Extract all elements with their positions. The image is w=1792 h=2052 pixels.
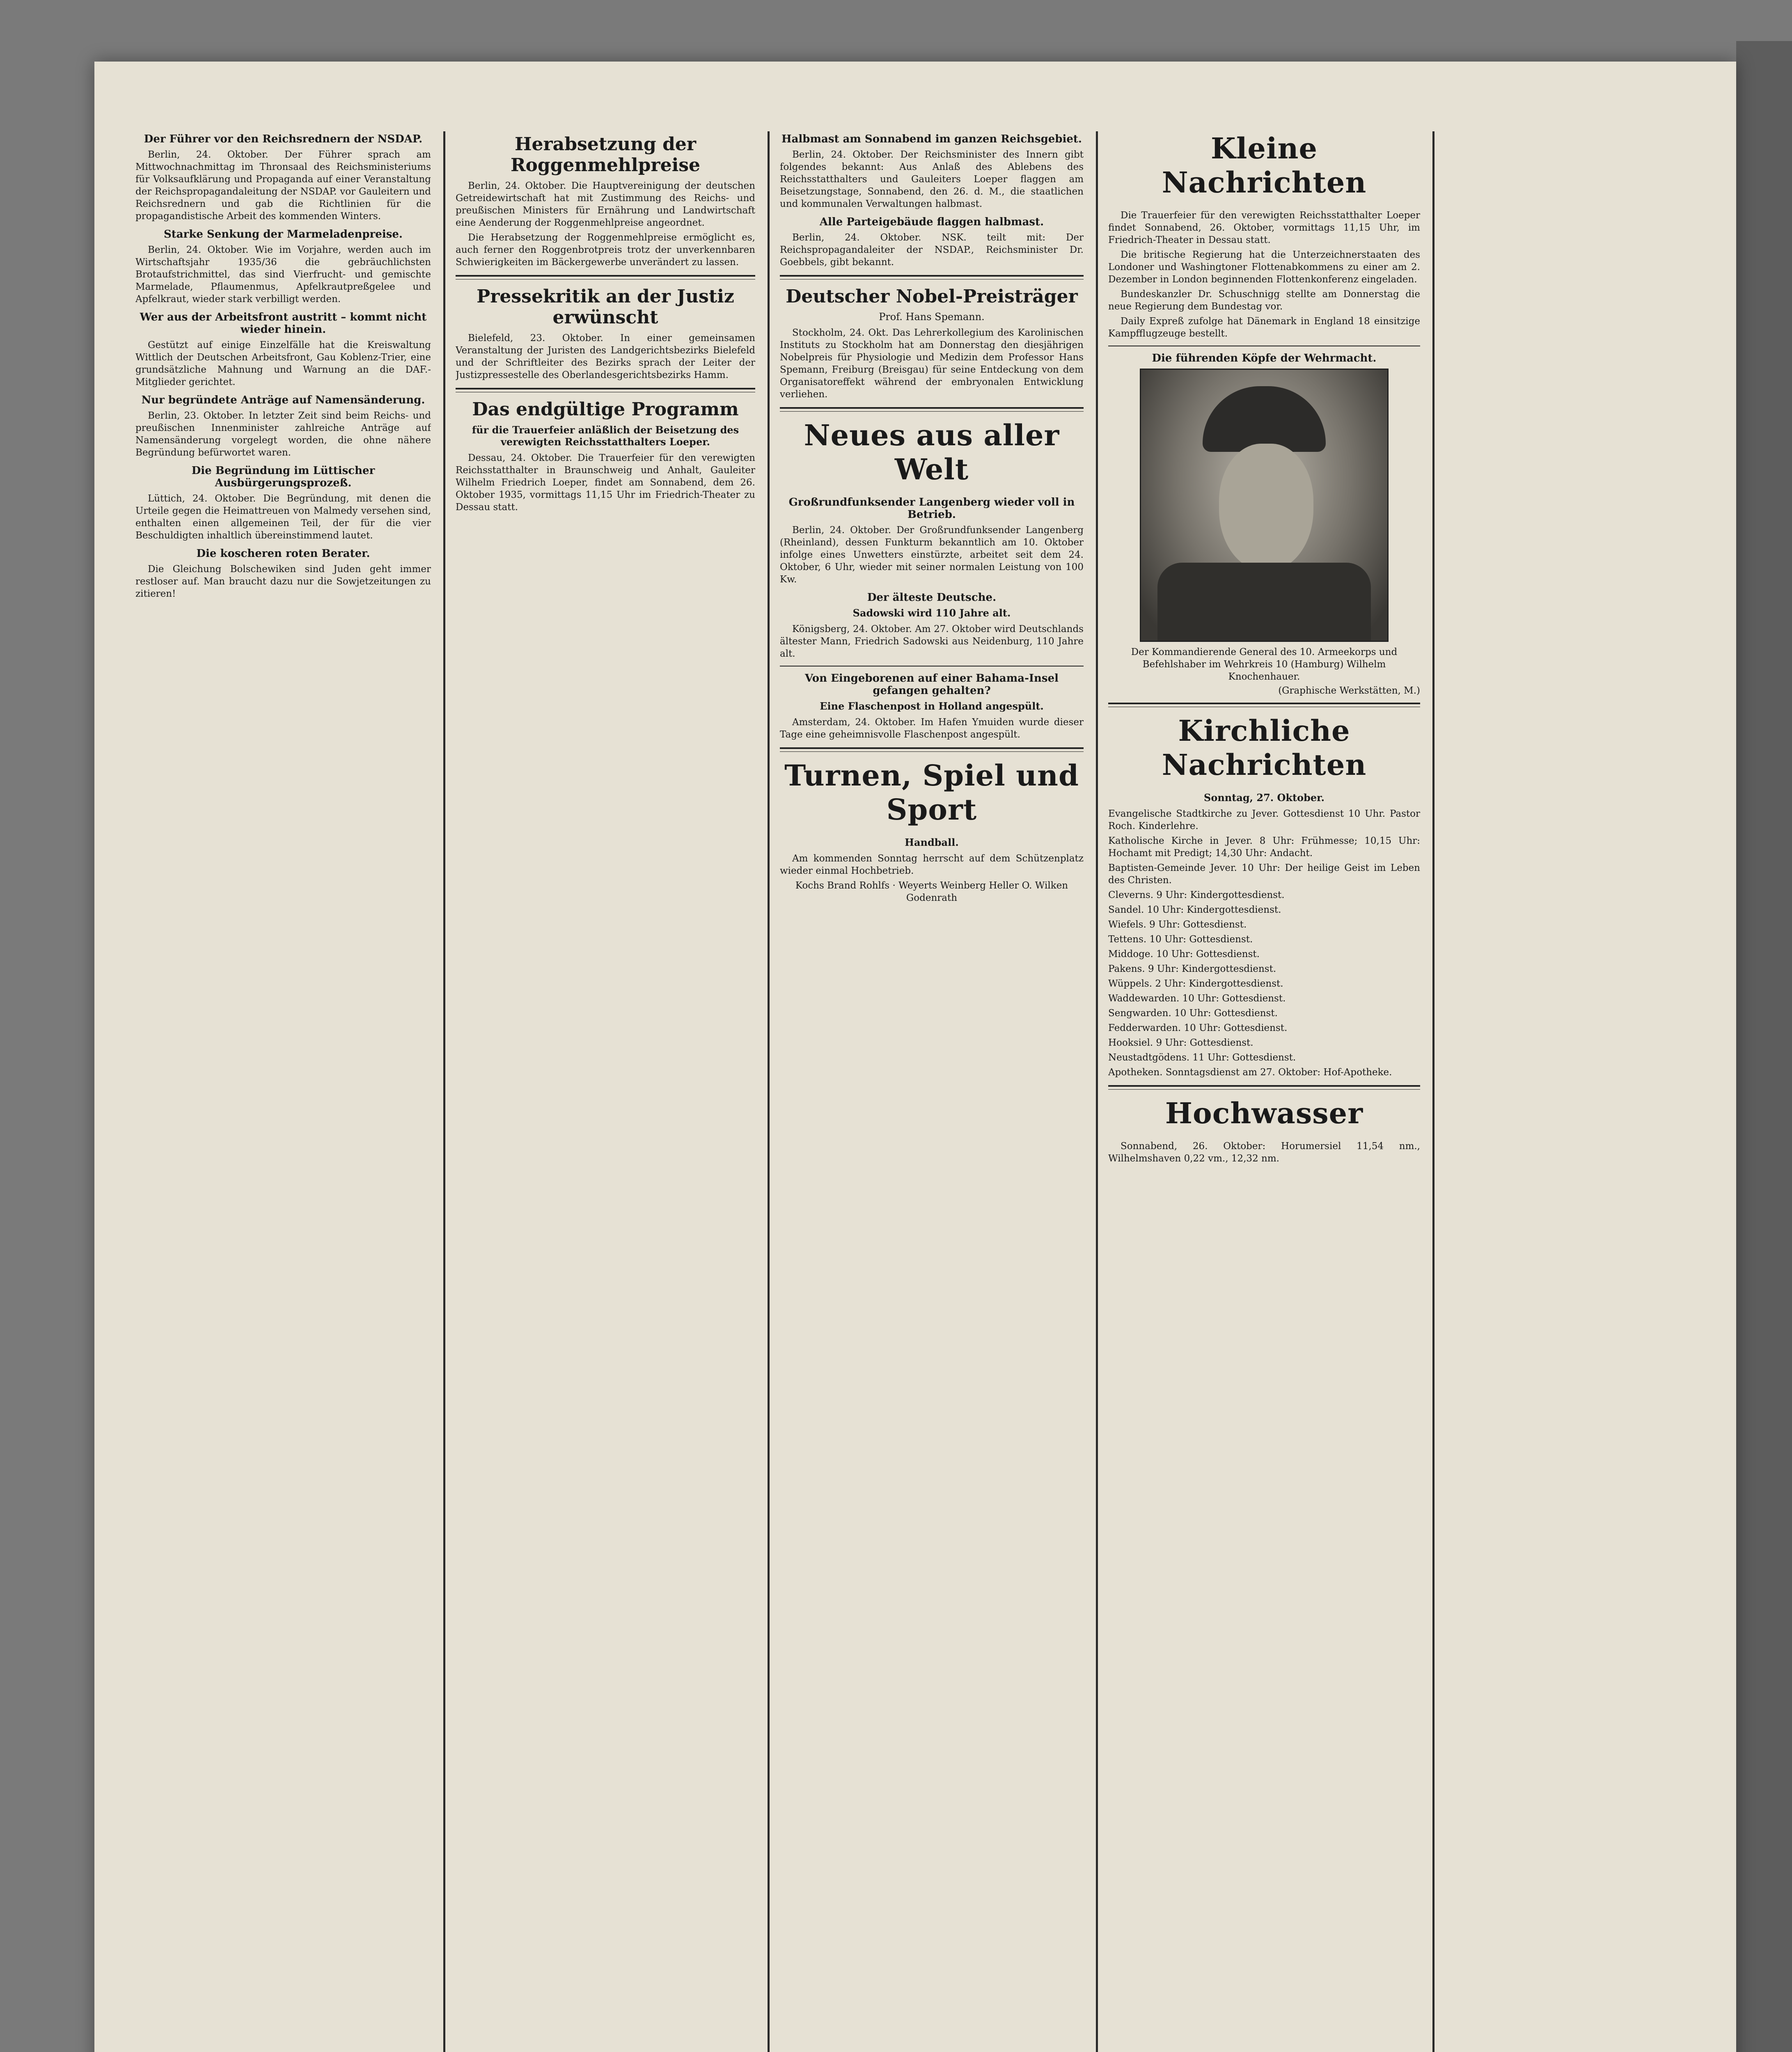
list-item: Sengwarden. 10 Uhr: Gottesdienst. [1108,1008,1278,1019]
team-lineup: Kochs Brand Rohlfs · Weyerts Weinberg Heller O. Wilken Godenrath [795,880,1068,903]
headline: Halbmast am Sonnabend im ganzen Reichsgebiet. [781,133,1082,145]
article-text: Berlin, 24. Oktober. Der Reichsminister des Innern gibt folgendes bekannt: Aus Anlaß des Ablebens des Reichsstatthalters und Gauleiters Loeper flaggen am Beisetzungstage, Sonnabend, den 26. d. M., die staatlichen und kommunalen Verwaltungen halbmast. [780,149,1084,209]
column-rule [443,131,445,2052]
article-text: Die Gleichung Bolschewiken sind Juden geht immer restloser auf. Man braucht dazu nur die Sowjetzeitungen zu zitieren! [135,564,431,599]
list-item: Cleverns. 9 Uhr: Kindergottesdienst. [1108,890,1285,900]
subheadline: Sadowski wird 110 Jahre alt. [852,607,1011,619]
list-item: Katholische Kirche in Jever. 8 Uhr: Frühmesse; 10,15 Uhr: Hochamt mit Predigt; 14,30 Uhr: Andacht. [1108,836,1420,859]
article-text: Daily Expreß zufolge hat Dänemark in England 18 einsitzige Kampfflugzeuge bestellt. [1108,316,1420,339]
article-text: Berlin, 23. Oktober. In letzter Zeit sind beim Reichs- und preußischen Innenminister zahlreiche Anträge auf Namensänderung vorgelegt worden, die ohne nähere Begründung befürwortet waren. [135,410,431,458]
list-item: Fedderwarden. 10 Uhr: Gottesdienst. [1108,1023,1288,1033]
headline: Die Begründung im Lüttischer Ausbürgerungsprozeß. [191,465,375,489]
article-text: Berlin, 24. Oktober. Der Großrundfunksender Langenberg (Rheinland), dessen Funkturm bekanntlich am 10. Oktober infolge eines Unwetters einstürzte, arbeitet seit dem 24. Oktober, 6 Uhr, wieder mit seiner normalen Leistung von 100 Kw. [780,525,1084,585]
article-text: Berlin, 24. Oktober. NSK. teilt mit: Der Reichspropagandaleiter der NSDAP., Reichsminister Dr. Goebbels, gibt bekannt. [780,232,1084,268]
article-text: Die Herabsetzung der Roggenmehlpreise ermöglicht es, auch ferner den Roggenbrotpreis trotz der unverkennbaren Schwierigkeiten im Bäckergewerbe unverändert zu lassen. [456,232,755,268]
headline: Pressekritik an der Justiz erwünscht [477,286,734,328]
list-item: Apotheken. Sonntagsdienst am 27. Oktober: Hof-Apotheke. [1108,1067,1392,1078]
photo-caption: Der Kommandierende General des 10. Armeekorps und Befehlshaber im Wehrkreis 10 (Hamburg) Wilhelm Knochenhauer. [1131,647,1398,682]
list-item: Pakens. 9 Uhr: Kindergottesdienst. [1108,964,1276,974]
article-text: Sonnabend, 26. Oktober: Horumersiel 11,54 nm., Wilhelmshaven 0,22 vm., 12,32 nm. [1108,1141,1420,1164]
list-item: Middoge. 10 Uhr: Gottesdienst. [1108,949,1260,960]
list-item: Waddewarden. 10 Uhr: Gottesdienst. [1108,993,1286,1004]
list-item: Neustadtgödens. 11 Uhr: Gottesdienst. [1108,1052,1296,1063]
peaked-cap [1203,386,1326,452]
article-text: Bielefeld, 23. Oktober. In einer gemeinsamen Veranstaltung der Juristen des Landgerichtsbezirks Bielefeld und der Schriftleiter des Bezirks sprach der Leiter der Justizpressestelle des Oberlandesgerichtsbezirks Hamm. [456,333,755,380]
headline: Wer aus der Arbeitsfront austritt – kommt nicht wieder hinein. [140,311,427,336]
headline: Von Eingeborenen auf einer Bahama-Insel gefangen gehalten? [804,672,1059,697]
article-text: Berlin, 24. Oktober. Wie im Vorjahre, werden auch im Wirtschaftsjahr 1935/36 die gebräuchlichsten Brotaufstrichmittel, das sind Vierfrucht- und gemischte Marmelade, Pflaumenmus, Apfelkrautpreßgelee und Apfelkraut, wieder stark verbilligt werden. [135,245,431,305]
section-title: Turnen, Spiel und Sport [784,758,1079,827]
church-list [1108,808,1420,1079]
divider [1108,1085,1420,1090]
headline: Der älteste Deutsche. [867,591,997,604]
headline: Der Führer vor den Reichsrednern der NSDAP. [144,133,423,145]
section-title: Neues aus aller Welt [804,418,1060,486]
divider [456,275,755,279]
list-item: Hooksiel. 9 Uhr: Gottesdienst. [1108,1037,1253,1048]
list-item: Baptisten-Gemeinde Jever. 10 Uhr: Der heilige Geist im Leben des Christen. [1108,863,1420,886]
article-text: Dessau, 24. Oktober. Die Trauerfeier für den verewigten Reichsstatthalter in Braunschweig und Anhalt, Gauleiter Wilhelm Friedrich Loeper, findet am Sonnabend, dem 26. Oktober 1935, vormittags 11,15 Uhr im Friedrich-Theater zu Dessau statt. [456,453,755,513]
headline: Die koscheren roten Berater. [196,547,370,560]
newspaper-page [94,62,1736,2052]
section-title: Kleine Nachrichten [1162,131,1367,199]
headline: Starke Senkung der Marmeladenpreise. [164,228,403,240]
scan-border [1736,41,1792,2052]
list-item: Evangelische Stadtkirche zu Jever. Gottesdienst 10 Uhr. Pastor Roch. Kinderlehre. [1108,808,1420,831]
headline: Herabsetzung der Roggenmehlpreise [510,134,701,176]
headline: Deutscher Nobel-Preisträger [786,286,1078,307]
article-text: Berlin, 24. Oktober. Die Hauptvereinigung der deutschen Getreidewirtschaft hat mit Zustimmung des Reichs- und preußischen Ministers für Ernährung und Landwirtschaft eine Aenderung der Roggenmehlpreise angeordnet. [456,181,755,228]
article-text: Bundeskanzler Dr. Schuschnigg stellte am Donnerstag die neue Regierung dem Bundestag vor. [1108,289,1420,312]
face [1219,444,1313,571]
divider [1108,703,1420,707]
section-title: Hochwasser [1165,1096,1363,1130]
subheadline: Sonntag, 27. Oktober. [1204,792,1325,804]
photo-credit: (Graphische Werkstätten, M.) [1278,685,1420,696]
divider [780,407,1084,412]
divider [780,275,1084,279]
article-text: Die britische Regierung hat die Unterzeichnerstaaten des Londoner und Washingtoner Flottenabkommens zu einer am 2. Dezember in London beginnenden Flottenkonferenz eingeladen. [1108,250,1420,285]
column-2 [456,127,755,2052]
subheadline: Handball. [905,836,959,848]
list-item: Wiefels. 9 Uhr: Gottesdienst. [1108,919,1247,930]
list-item: Tettens. 10 Uhr: Gottesdienst. [1108,934,1253,945]
article-text: Lüttich, 24. Oktober. Die Begründung, mit denen die Urteile gegen die Heimattreuen von Malmedy versehen sind, enthalten einen allgemeinen Teil, der für die vier Beschuldigten inhaltlich übereinstimmend lautet. [135,493,431,541]
column-rule [1096,131,1098,2052]
headline: Nur begründete Anträge auf Namensänderung. [141,394,425,406]
article-text: Stockholm, 24. Okt. Das Lehrerkollegium des Karolinischen Instituts zu Stockholm hat am Donnerstag den diesjährigen Nobelpreis für Physiologie und Medizin dem Professor Hans Spemann, Freiburg (Breisgau) für seine Entdeckung von dem Organisatoreffekt während der embryonalen Entwicklung verliehen. [780,327,1084,400]
subheadline: für die Trauerfeier anläßlich der Beisetzung des verewigten Reichsstatthalters Loeper. [472,424,739,448]
divider [780,747,1084,752]
section-title: Kirchliche Nachrichten [1162,714,1367,782]
headline: Das endgültige Programm [472,399,739,420]
list-item: Sandel. 10 Uhr: Kindergottesdienst. [1108,905,1281,915]
column-1 [135,127,431,2052]
article-text: Amsterdam, 24. Oktober. Im Hafen Ymuiden wurde dieser Tage eine geheimnisvolle Flaschenpost angespült. [780,717,1084,740]
subheadline: Eine Flaschenpost in Holland angespült. [820,700,1044,712]
photo-title: Die führenden Köpfe der Wehrmacht. [1152,352,1377,364]
byline: Prof. Hans Spemann. [879,311,985,323]
column-3 [780,127,1084,2052]
article-text: Gestützt auf einige Einzelfälle hat die Kreiswaltung Wittlich der Deutschen Arbeitsfront, Gau Koblenz-Trier, eine grundsätzliche Mahnung und Warnung an die DAF.-Mitglieder gerichtet. [135,340,431,387]
uniform-coat [1157,563,1371,641]
article-text: Die Trauerfeier für den verewigten Reichsstatthalter Loeper findet Sonnabend, 26. Oktober, vormittags 11,15 Uhr, im Friedrich-Theater in Dessau statt. [1108,210,1420,245]
headline: Alle Parteigebäude flaggen halbmast. [819,216,1044,228]
headline: Großrundfunksender Langenberg wieder voll in Betrieb. [788,496,1075,521]
column-4 [1108,127,1736,2052]
column-rule [768,131,770,2052]
article-text: Berlin, 24. Oktober. Der Führer sprach am Mittwochnachmittag im Thronsaal des Reichsministeriums für Volksaufklärung und Propaganda auf einer Veranstaltung der Reichspropagandaleitung der NSDAP. vor Gauleitern und Reichsrednern und gab die Richtlinien für die propagandistische Arbeit des kommenden Winters. [135,149,431,222]
article-text: Königsberg, 24. Oktober. Am 27. Oktober wird Deutschlands ältester Mann, Friedrich Sadowski aus Neidenburg, 110 Jahre alt. [780,624,1084,659]
portrait-photo [1140,369,1389,642]
kleine-nachrichten-block [1108,131,1420,1165]
article-text: Am kommenden Sonntag herrscht auf dem Schützenplatz wieder einmal Hochbetrieb. [780,853,1084,876]
divider [456,388,755,392]
list-item: Wüppels. 2 Uhr: Kindergottesdienst. [1108,978,1283,989]
